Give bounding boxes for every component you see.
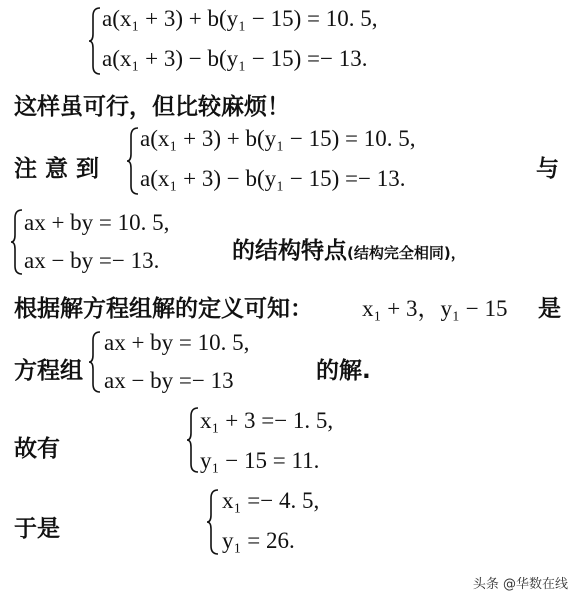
text-label: 的解.	[316, 358, 371, 384]
text-line: 根据解方程组解的定义可知：	[14, 296, 313, 322]
text-label: 是	[538, 296, 561, 322]
text-label: 与	[536, 156, 559, 182]
equation: ax + by = 10. 5,	[24, 210, 170, 235]
equation: ax − by =− 13.	[24, 248, 160, 273]
text-line	[232, 232, 466, 265]
text-note: (结构完全相同)，	[347, 244, 466, 262]
equation: x₁ + 3 =− 1. 5,	[200, 408, 334, 433]
equation: a(x₁ + 3) − b(y₁ − 15) =− 13.	[140, 166, 406, 191]
equation: x₁ =− 4. 5,	[222, 488, 320, 513]
text-label: 注 意 到	[14, 156, 100, 182]
equation: a(x₁ + 3) + b(y₁ − 15) = 10. 5,	[140, 126, 416, 151]
left-brace	[88, 6, 102, 76]
left-brace	[206, 488, 220, 556]
text-label: 方程组	[14, 358, 83, 384]
equation: a(x₁ + 3) − b(y₁ − 15) =− 13.	[102, 46, 368, 71]
equation: y₁ = 26.	[222, 528, 295, 553]
left-brace	[88, 330, 102, 394]
text-label: 故有	[14, 436, 60, 462]
equation: ax − by =− 13	[104, 368, 234, 393]
text-line: 这样虽可行，但比较麻烦！	[14, 94, 290, 120]
left-brace	[186, 406, 200, 474]
text-main: 的结构特点	[232, 238, 347, 264]
text-label: 于是	[14, 516, 60, 542]
equation: a(x₁ + 3) + b(y₁ − 15) = 10. 5,	[102, 6, 378, 31]
watermark: 头条 @华数在线	[472, 577, 568, 592]
expression: x₁ + 3，y₁ − 15	[362, 296, 508, 321]
left-brace	[10, 208, 24, 276]
left-brace	[126, 126, 140, 196]
equation: ax + by = 10. 5,	[104, 330, 250, 355]
equation: y₁ − 15 = 11.	[200, 448, 320, 473]
